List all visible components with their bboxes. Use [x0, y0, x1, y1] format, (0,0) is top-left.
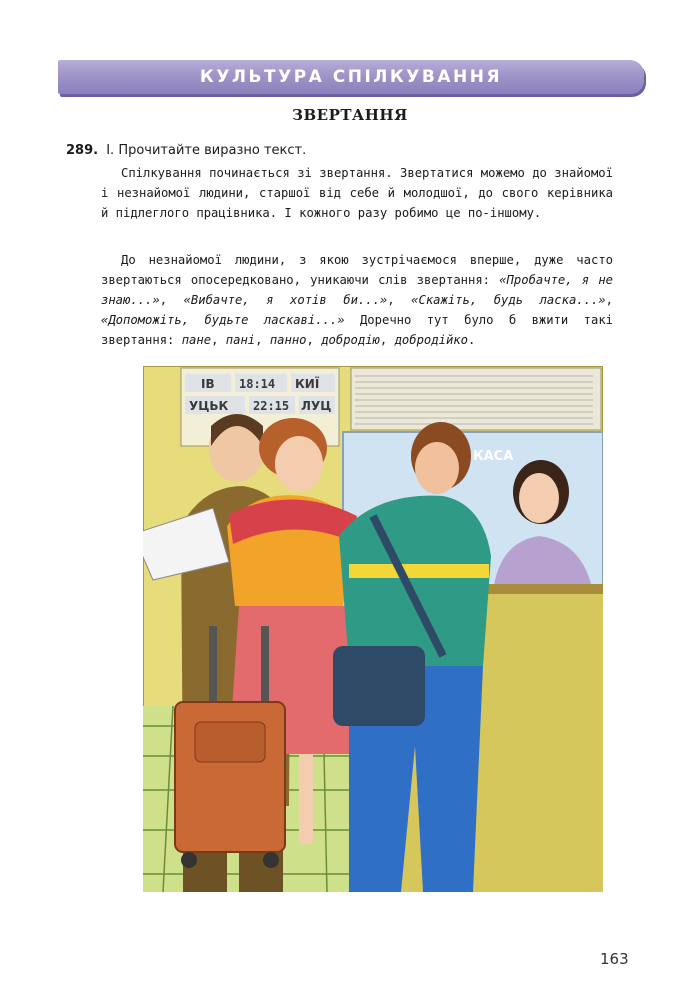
task-line [66, 143, 646, 158]
separator: , [159, 293, 184, 307]
page-heading: ЗВЕРТАННЯ [292, 106, 408, 124]
separator: . [467, 333, 476, 347]
board-text: ІВ [201, 377, 215, 391]
paragraph-1: Спілкування починається зі звертання. Звертатися можемо до знайомої і незнайомої людини, старшої від себе й молодшої, до свого керівника й підлеглого працівника. І кожного разу робимо це по-іншому. [101, 166, 613, 220]
address-4: добродію [321, 333, 380, 347]
quote-2: «Вибачте, я хотів би...» [183, 293, 388, 307]
address-1: пане [181, 333, 212, 347]
address-5: добродійко [394, 333, 468, 347]
board-text: 22:15 [253, 399, 290, 413]
cashier-sign: КАСА [473, 449, 514, 464]
board-text: КИЇ [295, 377, 320, 391]
separator: , [211, 333, 226, 347]
board-text: 18:14 [239, 377, 276, 391]
separator: , [379, 333, 395, 347]
quote-4: «Допоможіть, будьте ласкаві...» [101, 313, 345, 327]
ticket-office-illustration [143, 366, 603, 892]
schedule-board [351, 368, 601, 430]
shoulder-bag [333, 646, 425, 726]
separator: , [387, 293, 412, 307]
address-3: панно [269, 333, 307, 347]
board-text: ЛУЦ [301, 399, 332, 413]
separator: , [605, 293, 613, 307]
sweater-stripe [349, 564, 489, 578]
section-banner [58, 60, 644, 94]
paragraph-2-intro: До незнайомої людини, з якою зустрічаємося вперше, дуже часто звертаються опосередковано, уникаючи слів звертання: [101, 253, 613, 287]
page-number: 163 [600, 950, 629, 968]
cashier-face [519, 473, 559, 523]
quote-1: «Пробачте, я не знаю...» [101, 273, 614, 307]
paragraph-2 [101, 250, 613, 350]
separator: , [306, 333, 322, 347]
task-number: 289. [66, 143, 99, 158]
section-title: КУЛЬТУРА СПІЛКУВАННЯ [199, 67, 503, 87]
task-instruction: І. Прочитайте виразно текст. [106, 143, 307, 158]
address-2: пані [225, 333, 256, 347]
quote-3: «Скажіть, будь ласка...» [411, 293, 606, 307]
paragraph-2-mid: Доречно тут було б вжити такі звертання: [101, 313, 614, 347]
separator: , [255, 333, 270, 347]
board-text: УЦЬК [189, 399, 229, 413]
